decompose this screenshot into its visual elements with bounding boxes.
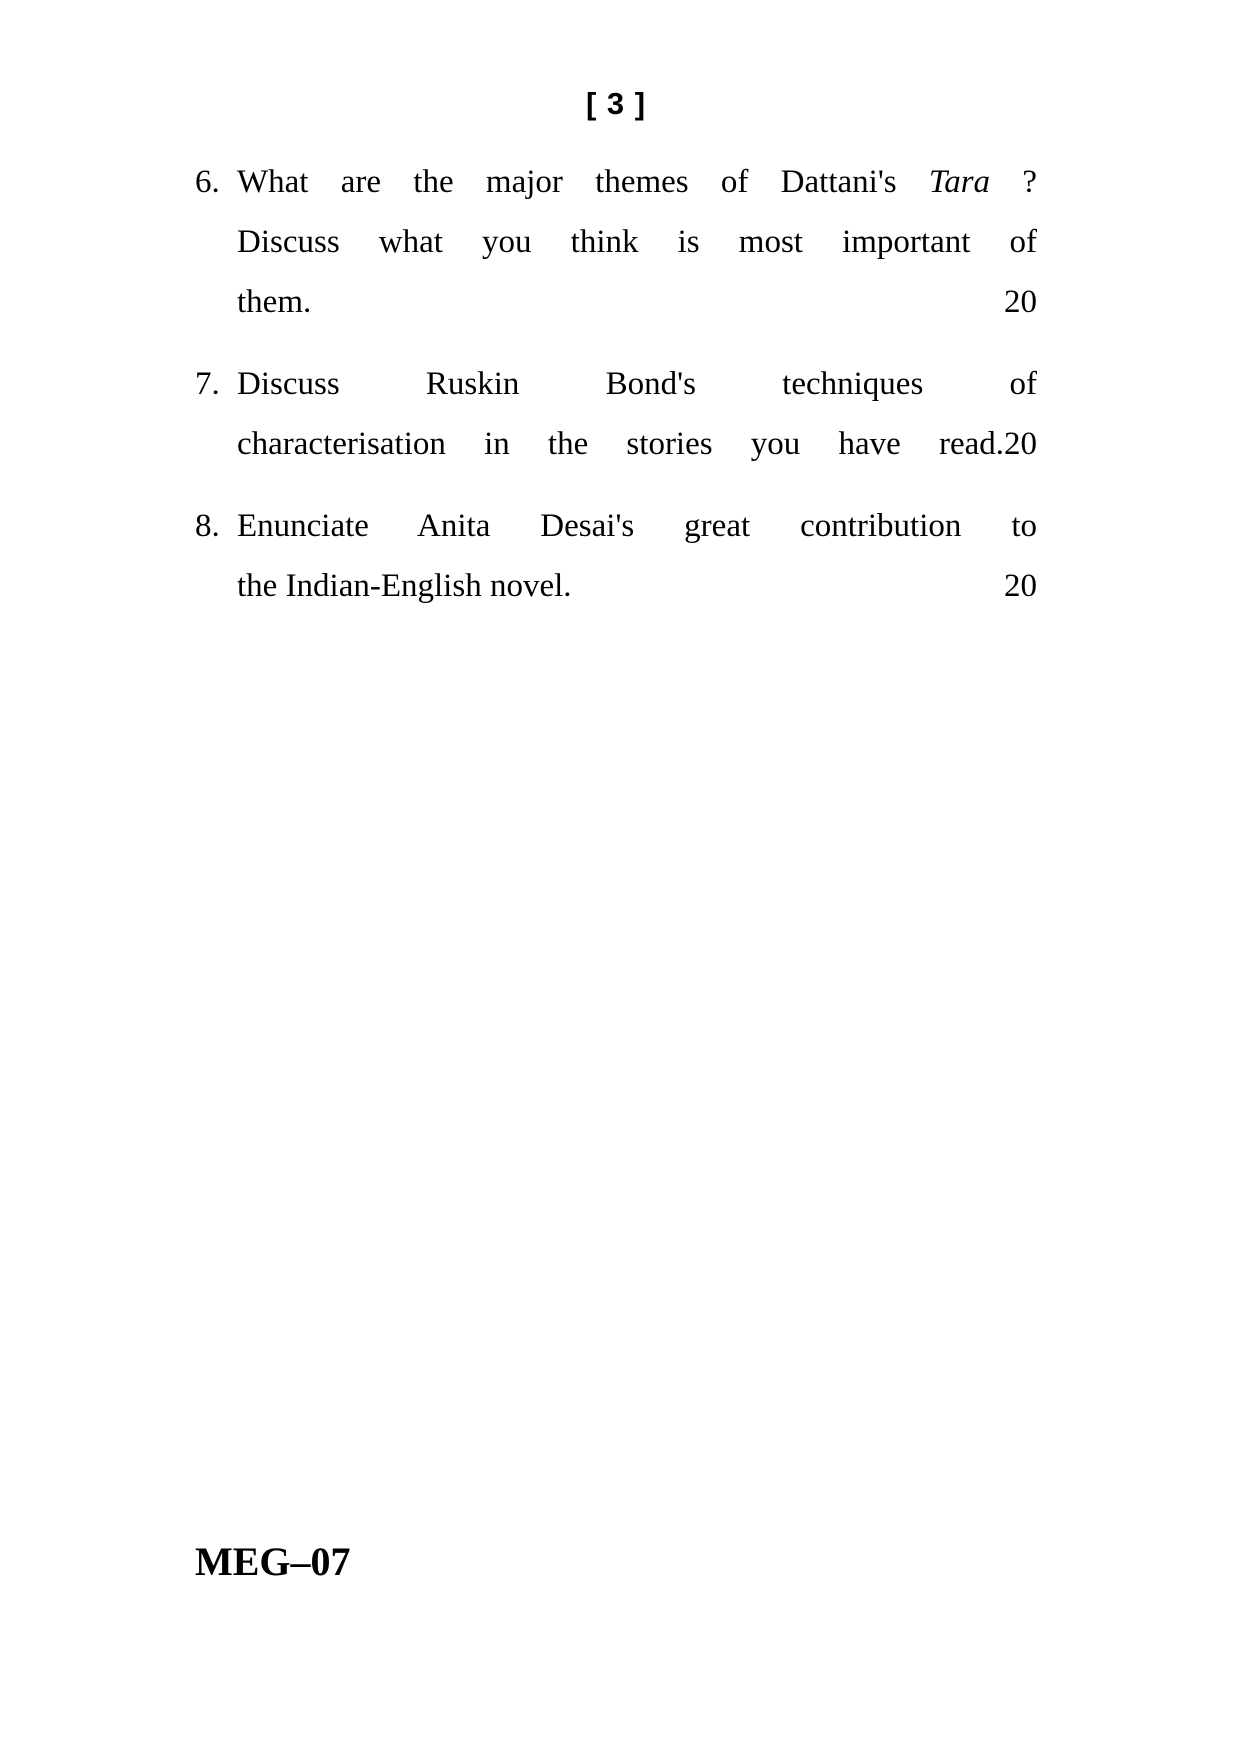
question-number: 6.	[195, 164, 220, 200]
question-line-text: ?	[990, 164, 1037, 200]
book-title-italic: Tara	[928, 164, 991, 200]
question-number: 8.	[195, 508, 220, 544]
question-line-text: the Indian-English novel.	[237, 568, 572, 604]
question-line	[237, 556, 1037, 616]
question-line: Discuss what you think is most important of	[237, 224, 1037, 260]
question-line: characterisation in the stories you have read.20	[237, 426, 1037, 462]
question-text	[237, 496, 1037, 616]
question-line: Discuss Ruskin Bond's techniques of	[237, 366, 1037, 402]
question-line	[237, 152, 1037, 212]
marks-value: 20	[1004, 568, 1037, 604]
question-8	[195, 496, 1241, 616]
question-7	[195, 354, 1241, 474]
question-line-text: them.	[237, 284, 312, 320]
question-6	[195, 152, 1241, 332]
marks-value: 20	[1004, 284, 1037, 320]
paper-code-footer: MEG–07	[195, 1539, 351, 1584]
question-text	[237, 354, 1037, 474]
question-text	[237, 152, 1037, 332]
question-number: 7.	[195, 366, 220, 402]
page-number-header: [ 3 ]	[585, 86, 647, 121]
question-line	[237, 272, 1037, 332]
question-line-text: What are the major themes of Dattani's	[237, 164, 929, 200]
question-line: Enunciate Anita Desai's great contribution to	[237, 508, 1037, 544]
